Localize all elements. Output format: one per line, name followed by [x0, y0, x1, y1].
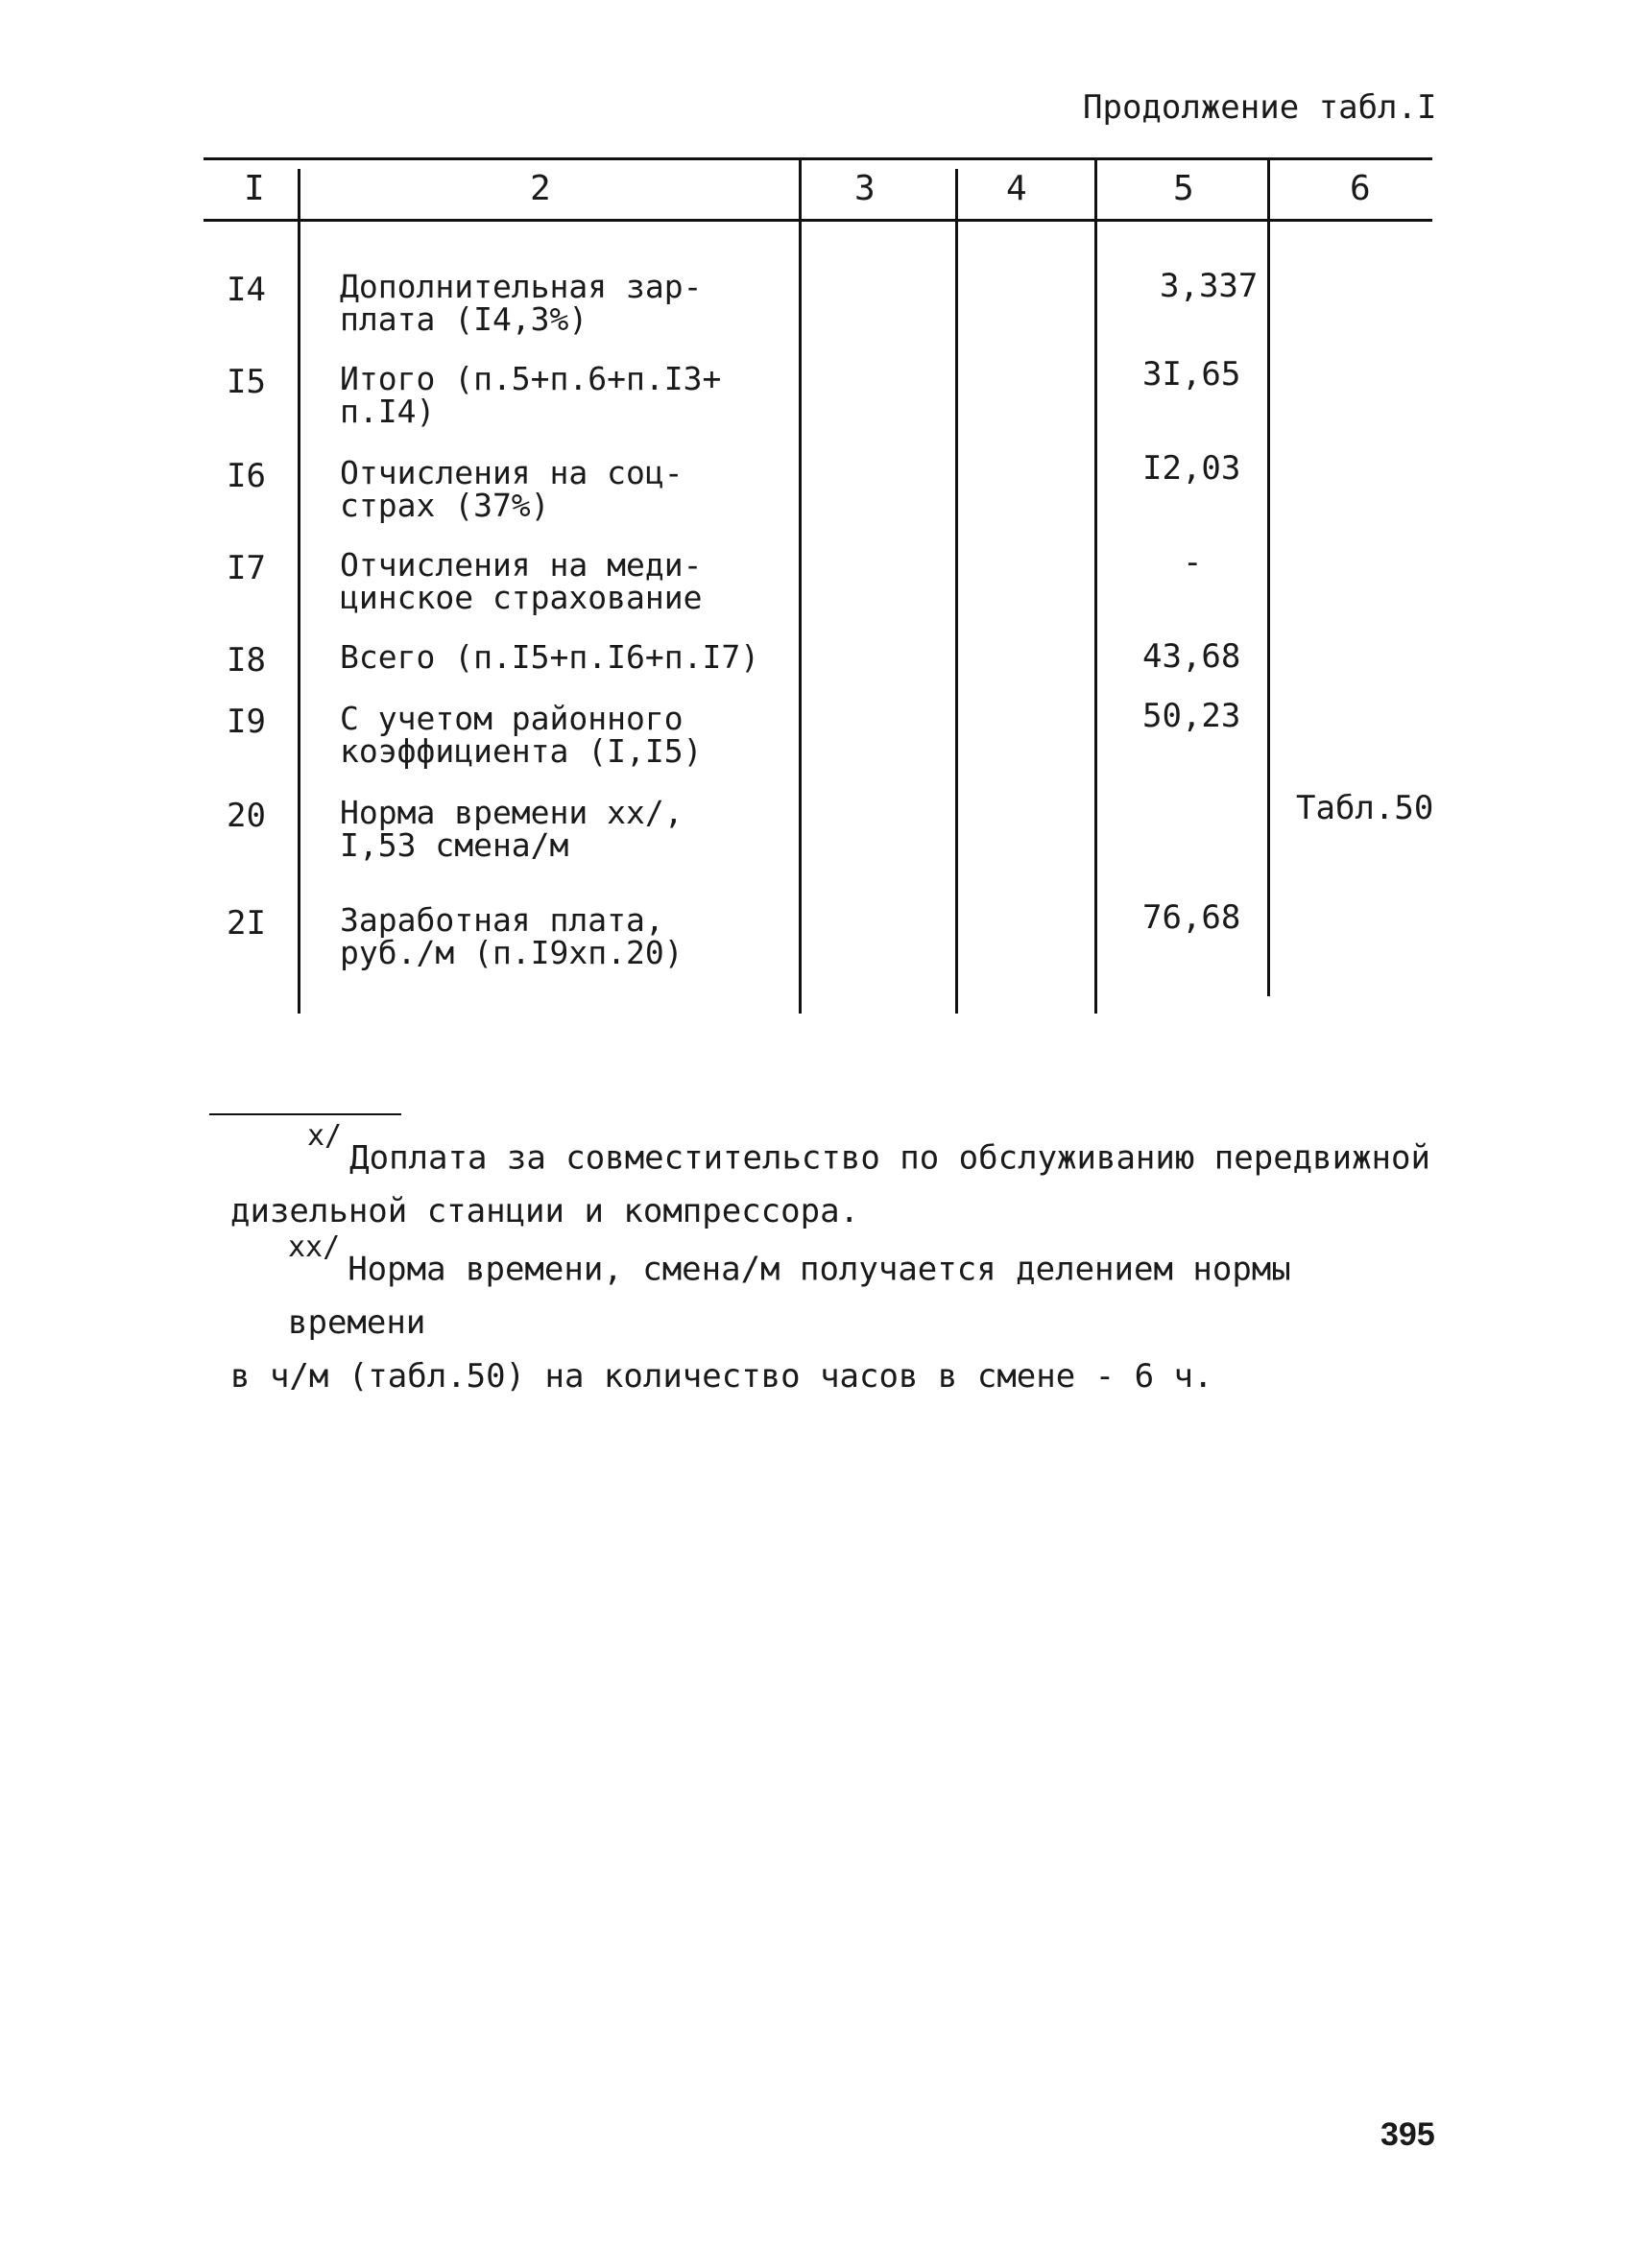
col-divider — [1094, 159, 1097, 1014]
column-header: 5 — [1173, 169, 1194, 208]
row-description: Отчисления на меди- цинское страхование — [340, 546, 703, 616]
footnote-mark: x/ — [307, 1119, 343, 1153]
row-description: Заработная плата, руб./м (п.I9хп.20) — [340, 901, 684, 971]
row-value: 3,337 — [1160, 267, 1259, 305]
row-number: I9 — [227, 703, 266, 741]
row-description: Отчисления на соц- страх (37%) — [340, 454, 684, 524]
footnote-text: Норма времени, смена/м получается делением нормы времени — [288, 1250, 1291, 1343]
footnote-text: в ч/м (табл.50) на количество часов в смене - 6 ч. — [230, 1357, 1213, 1397]
row-number: I8 — [227, 641, 266, 680]
row-number: I5 — [227, 363, 266, 401]
table-header-rule — [204, 219, 1432, 222]
row-number: I7 — [227, 549, 266, 587]
row-number: I6 — [227, 457, 266, 495]
column-header: 6 — [1350, 169, 1371, 208]
row-value: 76,68 — [1142, 898, 1241, 937]
row-value: 50,23 — [1142, 697, 1241, 735]
row-value: - — [1183, 543, 1203, 582]
footnote-separator — [209, 1113, 401, 1115]
column-header: I — [244, 169, 265, 208]
row-description: Дополнительная зар- плата (I4,3%) — [340, 268, 703, 338]
footnote-text: дизельной станции и компрессора. — [230, 1192, 860, 1231]
column-header: 4 — [1006, 169, 1027, 208]
page-number: 395 — [1380, 2116, 1435, 2153]
row-description: Всего (п.I5+п.I6+п.I7) — [340, 638, 760, 676]
row-reference: Табл.50 — [1296, 789, 1434, 827]
row-value: 43,68 — [1142, 637, 1241, 676]
column-header: 3 — [854, 169, 876, 208]
column-header: 2 — [530, 169, 551, 208]
row-value: I2,03 — [1142, 449, 1241, 488]
row-number: I4 — [227, 271, 266, 309]
row-description: Норма времени xx/, I,53 смена/м — [340, 794, 684, 864]
footnote-mark: xx/ — [288, 1230, 341, 1264]
col-divider — [955, 169, 958, 1014]
table-top-rule — [204, 157, 1432, 160]
footnote — [230, 1232, 1440, 1403]
table-caption: Продолжение табл.I — [1083, 88, 1437, 127]
row-value: 3I,65 — [1142, 355, 1241, 394]
footnote-text: Доплата за совместительство по обслуживанию передвижной — [349, 1138, 1430, 1178]
col-divider — [1267, 159, 1270, 996]
row-description: Итого (п.5+п.6+п.I3+ п.I4) — [340, 360, 722, 430]
row-description: С учетом районного коэффициента (I,I5) — [340, 700, 703, 770]
footnote — [230, 1121, 1440, 1238]
row-number: 20 — [227, 797, 266, 835]
row-number: 2I — [227, 904, 266, 943]
col-divider — [298, 169, 300, 1014]
col-divider — [799, 159, 802, 1014]
